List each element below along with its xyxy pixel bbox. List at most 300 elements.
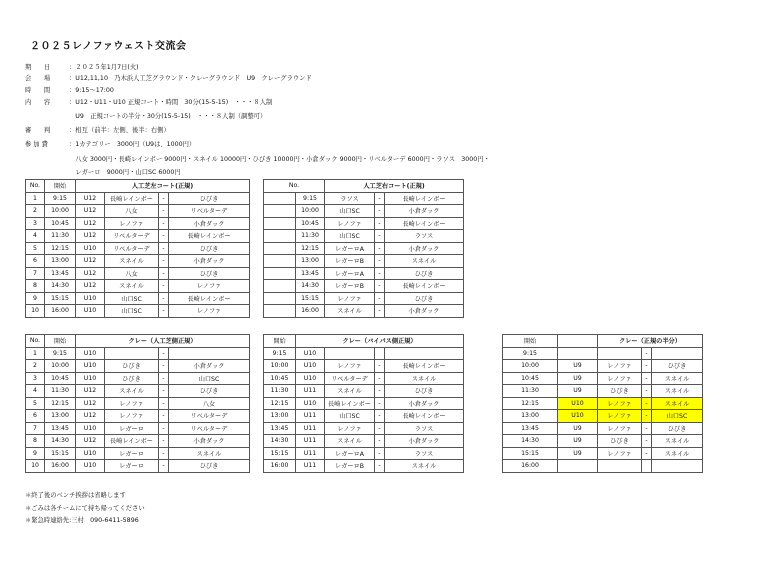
start-time-cell: 12:15 [264,397,296,410]
info-content: レガーロ 9000円・山口SC 6000円 [69,169,181,176]
category-cell: U11 [296,460,325,473]
home-team-cell: 山口SC [105,305,159,318]
away-team-cell: スネイル [652,385,703,398]
away-team-cell [652,347,703,360]
category-cell: U10 [76,460,105,473]
match-no-cell: 9 [26,292,45,305]
category-cell: U9 [558,372,598,385]
vs-dash-cell: - [375,292,385,305]
vs-dash-cell: - [375,192,385,205]
home-team-cell: レノファ [598,410,642,423]
info-line [25,125,170,136]
vs-dash-cell: - [375,280,385,293]
away-team-cell: スネイル [652,397,703,410]
col-blank [558,335,598,348]
match-no-cell: 9 [26,447,45,460]
home-team-cell: レガーロA [325,267,375,280]
table-row [264,410,464,423]
start-time-cell: 14:30 [45,435,76,448]
match-no-cell: 5 [26,397,45,410]
home-team-cell: レガーロA [325,242,375,255]
info-line [25,154,490,165]
start-time-cell: 10:00 [264,360,296,373]
home-team-cell: 長崎レインボー [325,397,375,410]
home-team-cell: 山口SC [105,292,159,305]
match-no-cell: 10 [26,460,45,473]
match-no-cell [264,192,296,205]
category-cell: U10 [558,410,598,423]
match-no-cell: 10 [26,305,45,318]
category-cell: U10 [76,292,105,305]
info-label: 会 場 [25,75,51,82]
category-cell: U10 [76,447,105,460]
start-time-cell: 11:30 [503,385,558,398]
info-label: 内 容 [25,99,51,106]
home-team-cell: ひびき [105,372,159,385]
info-line [25,97,273,108]
table-row [503,460,703,473]
home-team-cell: レノファ [325,360,375,373]
info-content: ：9:15～17:00 [69,87,114,94]
start-time-cell: 13:45 [296,267,325,280]
home-team-cell: ひびき [105,360,159,373]
category-cell: U9 [558,385,598,398]
vs-dash-cell: - [375,360,385,373]
vs-dash-cell: - [375,422,385,435]
home-team-cell: リベルターデ [325,372,375,385]
vs-dash-cell: - [159,267,169,280]
table-row [264,230,464,243]
home-team-cell [325,347,375,360]
match-no-cell: 1 [26,347,45,360]
table-row [264,192,464,205]
vs-dash-cell: - [642,435,652,448]
court-title: 人工芝左コート(正規) [76,180,250,193]
category-cell: U10 [296,360,325,373]
away-team-cell: ひびき [385,292,464,305]
vs-dash-cell: - [375,230,385,243]
away-team-cell: レノファ [169,305,250,318]
start-time-cell: 9:15 [296,192,325,205]
match-no-cell: 1 [26,192,45,205]
vs-dash-cell: - [375,460,385,473]
start-time-cell: 12:15 [45,397,76,410]
info-line [25,85,114,96]
table-row [264,305,464,318]
home-team-cell: 山口SC [325,230,375,243]
away-team-cell: 小倉ダック [385,397,464,410]
vs-dash-cell: - [159,422,169,435]
table-row [26,230,250,243]
start-time-cell: 14:30 [296,280,325,293]
home-team-cell: 八女 [105,267,159,280]
vs-dash-cell: - [159,255,169,268]
start-time-cell: 13:00 [296,255,325,268]
away-team-cell: 小倉ダック [385,205,464,218]
away-team-cell: レノファ [169,280,250,293]
category-cell [558,460,598,473]
start-time-cell: 12:15 [503,397,558,410]
table-row [26,360,250,373]
vs-dash-cell: - [159,230,169,243]
home-team-cell: 八女 [105,205,159,218]
vs-dash-cell: - [159,292,169,305]
vs-dash-cell: - [159,205,169,218]
vs-dash-cell: - [642,410,652,423]
info-line [25,62,139,73]
home-team-cell: レガーロ [105,422,159,435]
vs-dash-cell: - [159,435,169,448]
vs-dash-cell: - [159,385,169,398]
col-start: 開始 [45,335,76,348]
start-time-cell: 15:15 [45,292,76,305]
vs-dash-cell: - [642,422,652,435]
category-cell: U10 [76,372,105,385]
home-team-cell: レノファ [325,217,375,230]
away-team-cell: 長崎レインボー [169,230,250,243]
away-team-cell [385,347,464,360]
home-team-cell: レガーロ [105,460,159,473]
table-row [503,410,703,423]
match-no-cell: 4 [26,385,45,398]
start-time-cell: 16:00 [45,460,76,473]
table-artificial-left [25,179,250,318]
start-time-cell: 10:45 [503,372,558,385]
start-time-cell: 16:00 [264,460,296,473]
table-row [264,242,464,255]
vs-dash-cell: - [642,347,652,360]
vs-dash-cell: - [375,410,385,423]
vs-dash-cell: - [642,447,652,460]
table-row [26,347,250,360]
vs-dash-cell: - [159,347,169,360]
vs-dash-cell: - [375,305,385,318]
away-team-cell: 小倉ダック [385,242,464,255]
away-team-cell: 長崎レインボー [385,280,464,293]
away-team-cell: 小倉ダック [169,255,250,268]
home-team-cell [598,460,642,473]
match-no-cell [264,280,296,293]
start-time-cell: 10:45 [45,217,76,230]
away-team-cell: ひびき [169,267,250,280]
info-content: ：1カテゴリー 3000円（U9は、1000円） [69,141,196,148]
category-cell: U12 [76,280,105,293]
start-time-cell: 15:15 [264,447,296,460]
away-team-cell: ひびき [385,385,464,398]
away-team-cell: 長崎レインボー [385,217,464,230]
start-time-cell: 15:15 [296,292,325,305]
table-row [26,410,250,423]
court-title: クレー（正規の半分） [598,335,703,348]
category-cell: U12 [76,205,105,218]
table-row [26,280,250,293]
away-team-cell: 小倉ダック [169,435,250,448]
home-team-cell: レガーロ [105,447,159,460]
home-team-cell: レガーロB [325,460,375,473]
home-team-cell: スネイル [325,385,375,398]
category-cell: U11 [296,422,325,435]
start-time-cell: 16:00 [45,305,76,318]
table-row [264,422,464,435]
info-line [25,111,267,122]
away-team-cell: ひびき [652,422,703,435]
info-line [25,139,196,150]
table-row [26,422,250,435]
category-cell: U12 [76,385,105,398]
home-team-cell: レノファ [598,447,642,460]
start-time-cell: 10:45 [296,217,325,230]
start-time-cell: 13:45 [264,422,296,435]
away-team-cell: スネイル [385,372,464,385]
info-content: ：相互（前半：左側、後半：右側） [69,127,170,134]
table-clay-bypass-side [263,334,464,473]
info-content: ：U12,11,10 乃木浜人工芝グラウンド・クレーグラウンド U9 クレーグラウンド [69,75,312,82]
away-team-cell: 長崎レインボー [385,192,464,205]
category-cell [558,347,598,360]
table-row [264,205,464,218]
col-no: No. [264,180,325,193]
table-row [26,192,250,205]
start-time-cell: 11:30 [264,385,296,398]
start-time-cell: 13:45 [45,267,76,280]
home-team-cell: ひびき [598,385,642,398]
match-no-cell: 8 [26,280,45,293]
match-no-cell: 6 [26,255,45,268]
page-title: ２０２５レノファウェスト交流会 [30,41,187,52]
category-cell: U12 [76,255,105,268]
category-cell: U10 [76,242,105,255]
away-team-cell: 山口SC [652,410,703,423]
category-cell: U10 [76,360,105,373]
category-cell: U10 [76,305,105,318]
table-row [26,205,250,218]
vs-dash-cell: - [375,435,385,448]
start-time-cell: 10:00 [503,360,558,373]
vs-dash-cell: - [642,360,652,373]
match-no-cell: 5 [26,242,45,255]
home-team-cell: スネイル [325,305,375,318]
match-no-cell [264,242,296,255]
home-team-cell: レノファ [598,397,642,410]
category-cell: U10 [76,347,105,360]
away-team-cell: ラソス [385,230,464,243]
vs-dash-cell: - [159,447,169,460]
start-time-cell: 9:15 [264,347,296,360]
table-row [26,372,250,385]
home-team-cell: 長崎レインボー [105,192,159,205]
away-team-cell: 長崎レインボー [385,360,464,373]
info-content: ：２０２５年1月7日(火) [69,64,139,71]
home-team-cell: スネイル [105,280,159,293]
vs-dash-cell: - [375,255,385,268]
vs-dash-cell: - [642,385,652,398]
table-row [264,280,464,293]
court-title: クレー（バイパス側正規） [296,335,464,348]
start-time-cell: 10:00 [296,205,325,218]
away-team-cell [169,347,250,360]
start-time-cell: 9:15 [45,347,76,360]
category-cell: U9 [558,435,598,448]
category-cell: U11 [296,410,325,423]
table-row [26,217,250,230]
table-row [503,372,703,385]
vs-dash-cell: - [375,385,385,398]
category-cell: U9 [558,360,598,373]
table-row [26,435,250,448]
home-team-cell: レノファ [598,422,642,435]
start-time-cell: 13:00 [45,410,76,423]
start-time-cell: 14:30 [45,280,76,293]
table-row [26,460,250,473]
category-cell: U12 [76,410,105,423]
home-team-cell: 長崎レインボー [105,435,159,448]
match-no-cell: 6 [26,410,45,423]
start-time-cell: 10:45 [45,372,76,385]
table-row [264,217,464,230]
vs-dash-cell: - [159,360,169,373]
info-content: ：U12・U11・U10 正規コート・時間 30分(15-5-15) ・・・８人制 [69,99,273,106]
start-time-cell: 13:45 [503,422,558,435]
away-team-cell: ひびき [169,460,250,473]
col-no: No. [26,180,45,193]
table-row [503,347,703,360]
info-label: 時 間 [25,87,51,94]
vs-dash-cell: - [375,205,385,218]
vs-dash-cell [642,460,652,473]
vs-dash-cell: - [375,267,385,280]
home-team-cell: レガーロB [325,280,375,293]
category-cell: U12 [76,435,105,448]
away-team-cell: リベルターデ [169,205,250,218]
vs-dash-cell: - [159,242,169,255]
home-team-cell: リベルターデ [105,230,159,243]
table-artificial-right [263,179,464,318]
start-time-cell: 14:30 [264,435,296,448]
table-row [264,292,464,305]
match-no-cell: 4 [26,230,45,243]
away-team-cell: 小倉ダック [169,360,250,373]
away-team-cell: ひびき [169,242,250,255]
court-title: 人工芝右コート(正規) [325,180,464,193]
table-row [264,397,464,410]
category-cell: U12 [76,230,105,243]
start-time-cell: 12:15 [45,242,76,255]
vs-dash-cell [375,347,385,360]
category-cell: U11 [296,385,325,398]
match-no-cell: 8 [26,435,45,448]
note-line: ＊ごみは各チームにて持ち帰ってください [25,504,145,512]
table-row [264,347,464,360]
table-clay-half [502,334,703,473]
away-team-cell: リベルターデ [169,422,250,435]
note-line: ＊緊急時連絡先:三村 090-6411-5896 [25,517,139,524]
start-time-cell: 13:00 [45,255,76,268]
vs-dash-cell: - [159,280,169,293]
start-time-cell: 16:00 [503,460,558,473]
table-row [503,435,703,448]
start-time-cell: 10:00 [45,205,76,218]
home-team-cell: スネイル [105,255,159,268]
away-team-cell: ひびき [652,360,703,373]
info-line [25,73,312,84]
away-team-cell: 小倉ダック [385,435,464,448]
table-row [264,267,464,280]
table-row [264,447,464,460]
table-row [503,397,703,410]
home-team-cell: レノファ [325,292,375,305]
match-no-cell: 7 [26,267,45,280]
table-row [503,422,703,435]
start-time-cell: 14:30 [503,435,558,448]
info-label: 参 加 費 [25,141,48,148]
vs-dash-cell: - [159,397,169,410]
vs-dash-cell: - [375,372,385,385]
vs-dash-cell: - [159,372,169,385]
match-no-cell [264,305,296,318]
away-team-cell: ひびき [385,267,464,280]
table-row [264,435,464,448]
vs-dash-cell: - [159,410,169,423]
home-team-cell: スネイル [105,385,159,398]
category-cell: U9 [558,422,598,435]
start-time-cell: 13:00 [264,410,296,423]
away-team-cell: 小倉ダック [169,217,250,230]
away-team-cell: 山口SC [169,372,250,385]
col-start: 開始 [45,180,76,193]
away-team-cell: スネイル [169,447,250,460]
match-no-cell: 3 [26,217,45,230]
category-cell: U9 [558,447,598,460]
home-team-cell: スネイル [325,435,375,448]
table-row [26,305,250,318]
vs-dash-cell: - [642,397,652,410]
table-row [26,255,250,268]
match-no-cell: 2 [26,360,45,373]
match-no-cell: 2 [26,205,45,218]
home-team-cell: 山口SC [325,205,375,218]
start-time-cell: 9:15 [503,347,558,360]
category-cell: U11 [296,435,325,448]
match-no-cell [264,230,296,243]
away-team-cell: スネイル [385,460,464,473]
away-team-cell: 長崎レインボー [169,292,250,305]
table-row [264,385,464,398]
category-cell: U10 [296,372,325,385]
away-team-cell: 長崎レインボー [385,410,464,423]
away-team-cell: 八女 [169,397,250,410]
home-team-cell: レノファ [598,360,642,373]
table-row [264,360,464,373]
vs-dash-cell: - [159,305,169,318]
home-team-cell: レノファ [105,397,159,410]
category-cell: U10 [296,347,325,360]
table-row [26,242,250,255]
start-time-cell: 13:45 [45,422,76,435]
home-team-cell: 山口SC [325,410,375,423]
start-time-cell: 10:45 [264,372,296,385]
category-cell: U12 [76,267,105,280]
table-row [26,447,250,460]
vs-dash-cell: - [159,460,169,473]
away-team-cell: スネイル [652,435,703,448]
note-line: ＊終了後のベンチ挨拶は省略します [25,492,126,499]
table-row [264,372,464,385]
vs-dash-cell: - [159,217,169,230]
vs-dash-cell: - [375,397,385,410]
home-team-cell [598,347,642,360]
table-row [26,292,250,305]
table-row [503,360,703,373]
